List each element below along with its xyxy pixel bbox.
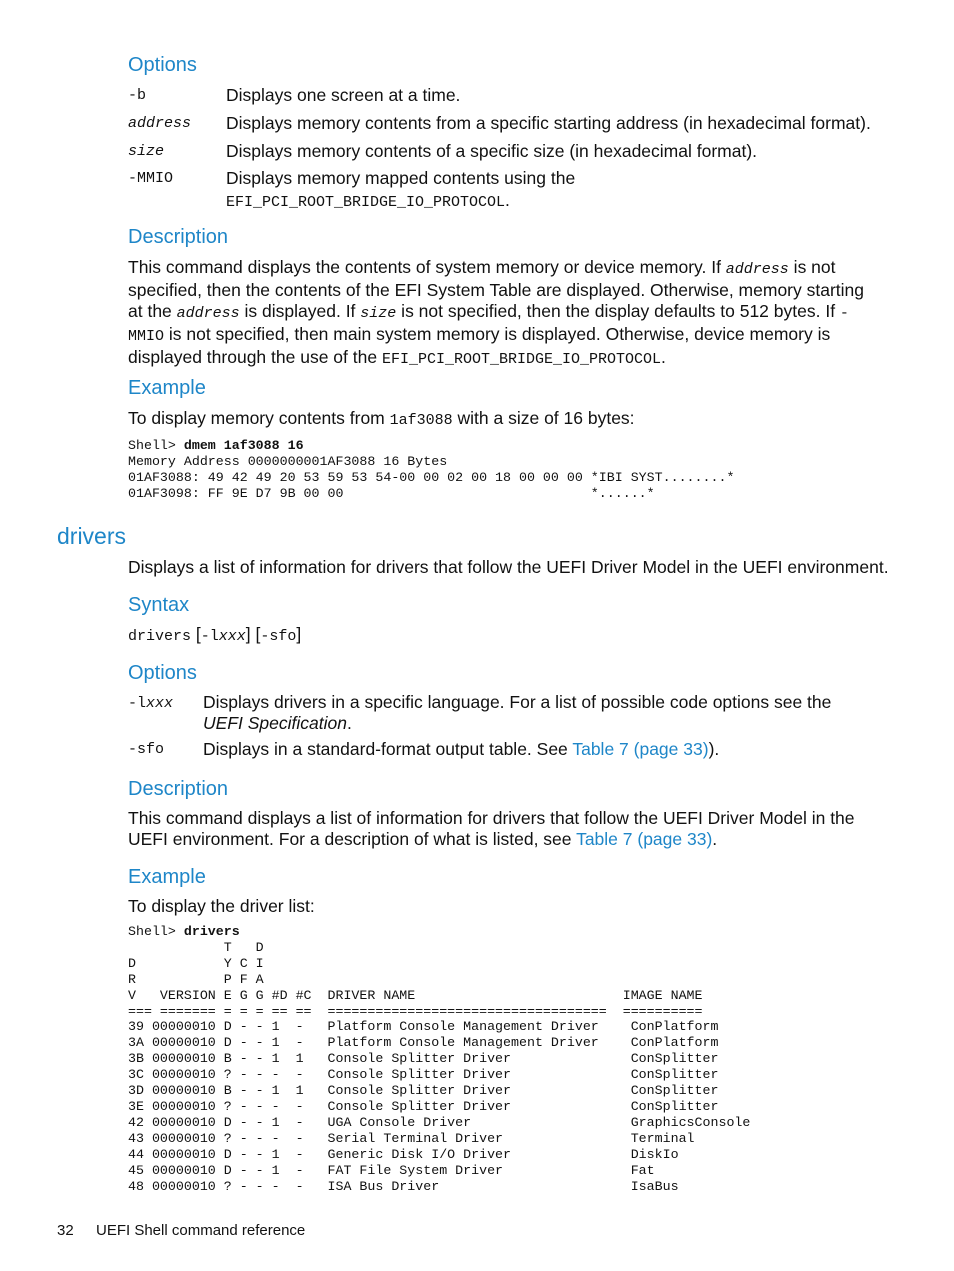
section-title: drivers: [57, 523, 127, 549]
table-row: 3C 00000010 ? - - - - Console Splitter Driver ConSplitter: [128, 1067, 719, 1083]
shell-command-line: Shell> drivers: [128, 924, 240, 939]
drivers-code-block: [128, 924, 750, 1194]
syntax-line: drivers [-lxxx] [-sfo]: [128, 624, 302, 645]
table-row: 48 00000010 ? - - - - ISA Bus Driver IsaBus: [128, 1178, 679, 1194]
table-header-line: R P F A: [128, 971, 264, 987]
option-term: -sfo: [128, 741, 165, 758]
description-paragraph: This command displays the contents of system memory or device memory. If address is not specified, then the contents of the EFI System Table are displayed. Otherwise, memory starting at the address is displayed. If size is not specified, then the display defaults to 512 bytes. If -MMIO is not specified, then main system memory is displayed. Otherwise, device memory is displayed through the use of the EFI_PCI_ROOT_BRIDGE_IO_PROTOCOL.: [128, 257, 865, 368]
example-intro: To display the driver list:: [128, 896, 315, 916]
option-term: size: [128, 143, 165, 160]
section-summary: Displays a list of information for drivers that follow the UEFI Driver Model in the UEFI environment.: [128, 557, 889, 577]
table-header-line: D Y C I: [128, 955, 264, 971]
table-row: 3B 00000010 B - - 1 1 Console Splitter Driver ConSplitter: [128, 1051, 719, 1067]
example-heading: Example: [128, 377, 206, 399]
example-heading: Example: [128, 866, 206, 888]
protocol-name: EFI_PCI_ROOT_BRIDGE_IO_PROTOCOL: [226, 194, 506, 211]
option-desc: Displays memory contents from a specific starting address (in hexadecimal format).: [226, 113, 871, 133]
option-desc: Displays memory mapped contents using the: [226, 168, 576, 188]
table-row: 45 00000010 D - - 1 - FAT File System Driver Fat: [128, 1162, 655, 1178]
table-7-link[interactable]: Table 7 (page 33): [576, 829, 713, 849]
option-desc: Displays drivers in a specific language. For a list of possible code options see the UEFI Specification.: [203, 692, 832, 733]
syntax-heading: Syntax: [128, 594, 190, 616]
example-intro: To display memory contents from 1af3088 with a size of 16 bytes:: [128, 408, 635, 429]
dmem-code-block: [128, 438, 734, 502]
option-desc: Displays one screen at a time.: [226, 85, 461, 105]
option-term: -lxxx: [128, 695, 174, 712]
table-row: 39 00000010 D - - 1 - Platform Console Management Driver ConPlatform: [128, 1019, 719, 1035]
code-output-line: 01AF3088: 49 42 49 20 53 59 53 54-00 00 02 00 18 00 00 00 *IBI SYST........*: [128, 469, 735, 485]
table-separator: === ======= = = = == == =================================== ==========: [128, 1003, 703, 1019]
description-heading: Description: [128, 226, 229, 248]
option-desc: Displays memory contents of a specific size (in hexadecimal format).: [226, 141, 758, 161]
code-output-line: 01AF3098: FF 9E D7 9B 00 00 *......*: [128, 485, 655, 501]
table-row: 42 00000010 D - - 1 - UGA Console Driver GraphicsConsole: [128, 1114, 751, 1130]
description-paragraph: This command displays a list of information for drivers that follow the UEFI Driver Model in the UEFI environment. For a description of what is listed, see Table 7 (page 33).: [128, 808, 855, 849]
description-heading: Description: [128, 778, 229, 800]
table-row: 3E 00000010 ? - - - - Console Splitter Driver ConSplitter: [128, 1098, 719, 1114]
options-heading: Options: [128, 662, 197, 684]
options-heading: Options: [128, 54, 197, 76]
table-row: 44 00000010 D - - 1 - Generic Disk I/O Driver DiskIo: [128, 1146, 679, 1162]
option-term: -b: [128, 87, 147, 104]
option-desc-code-line: EFI_PCI_ROOT_BRIDGE_IO_PROTOCOL.: [226, 190, 510, 211]
code-output-line: Memory Address 0000000001AF3088 16 Bytes: [128, 453, 448, 469]
table-header-line: V VERSION E G G #D #C DRIVER NAME IMAGE NAME: [128, 987, 703, 1003]
option-term: address: [128, 115, 192, 132]
footer-section: UEFI Shell command reference: [96, 1222, 306, 1239]
page-number: 32: [57, 1222, 74, 1239]
table-header-line: T D: [128, 939, 264, 955]
option-term: -MMIO: [128, 170, 174, 187]
table-row: 3A 00000010 D - - 1 - Platform Console Management Driver ConPlatform: [128, 1035, 719, 1051]
option-desc: Displays in a standard-format output table. See Table 7 (page 33)).: [203, 739, 720, 759]
shell-command-line: Shell> dmem 1af3088 16: [128, 438, 304, 453]
table-7-link[interactable]: Table 7 (page 33): [572, 739, 709, 759]
table-row: 3D 00000010 B - - 1 1 Console Splitter Driver ConSplitter: [128, 1083, 719, 1099]
table-row: 43 00000010 ? - - - - Serial Terminal Driver Terminal: [128, 1130, 695, 1146]
